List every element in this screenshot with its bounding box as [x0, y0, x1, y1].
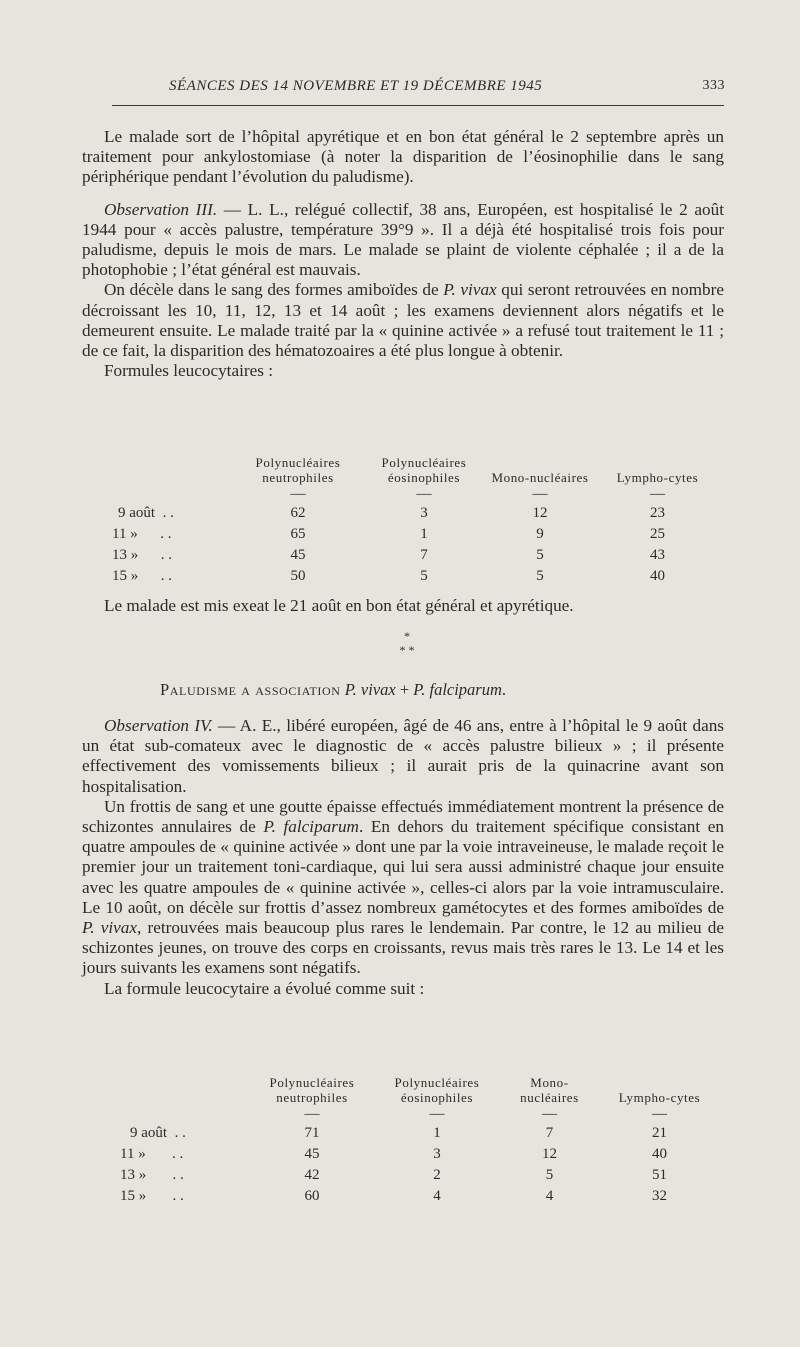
asterism-bottom: * *	[399, 643, 415, 657]
obs3-label: Observation III.	[104, 199, 218, 219]
paragraph-formule: La formule leucocytaire a évolué comme suit :	[104, 978, 425, 998]
table-row: 13 » . . 42 2 5 51	[120, 1167, 667, 1183]
table-row: 9 août . . 62 3 12 23	[118, 505, 665, 521]
table-row: 15 » . . 50 5 5 40	[112, 568, 665, 584]
text-block-1	[82, 127, 724, 381]
text-block-obs4	[82, 716, 724, 999]
paragraph-intro: Le malade sort de l’hôpital apyrétique et en bon état général le 2 septembre après un traitement pour ankylostomiase (à noter la disparition de l’éosinophilie dans le sang périphérique pendant l’évolution du paludisme).	[82, 127, 724, 187]
col-header: Polynucléaires éosinophiles	[394, 1075, 480, 1105]
paragraph-obs4: Observation IV. — A. E., libéré européen, âgé de 46 ans, entre à l’hôpital le 9 août dans un état sub-comateux avec le diagnostic de « accès palustre bilieux » ; il présente effectivement des vomissements bilieux ; il aurait pris de la quinacrine avant son hospitalisation.	[82, 716, 724, 796]
obs4-label: Observation IV.	[104, 716, 213, 735]
table-row: 13 » . . 45 7 5 43	[112, 547, 665, 563]
table-header-row	[100, 455, 725, 485]
running-title: SÉANCES DES 14 NOVEMBRE ET 19 DÉCEMBRE 1945	[169, 78, 543, 94]
table-row: 9 août . . 71 1 7 21	[130, 1125, 667, 1141]
paragraph-obs4-frottis: Un frottis de sang et une goutte épaisse effectués immédiatement montrent la présence de schizontes annulaires de P. falciparum. En dehors du traitement spécifique consistant en quatre ampoules de « quinine activée » dont une par la voie intraveineuse, le malade reçoit le premier jour un traitement toni-cardiaque, qui lui sera aussi administré chaque jour ensuite avec les quatre ampoules de « quinine activée », celles-ci alors par la voie intramusculaire. Le 10 août, on décèle sur frottis d’assez nombreux gamétocytes et des formes amiboïdes de P. vivax, retrouvées mais beaucoup plus rares le lendemain. Par contre, le 12 au milieu de schizontes jeunes, on trouve des corps en croissants, revus mais très rares le 13. Le 14 et les jours suivants les examens sont négatifs.	[82, 796, 724, 978]
paragraph-obs3	[82, 200, 724, 281]
header-rule	[112, 105, 724, 106]
species-vivax: P. vivax	[443, 280, 497, 300]
table-row: 11 » . . 45 3 12 40	[120, 1146, 667, 1162]
leuco-table-obs3	[100, 455, 725, 587]
col-header: Lympho-cytes	[618, 1090, 701, 1105]
col-header: Polynucléaires neutrophiles	[269, 1075, 355, 1105]
table-row: 11 » . . 65 1 9 25	[112, 526, 665, 542]
col-header: Polynucléaires éosinophiles	[381, 455, 467, 485]
text-block-exeat	[82, 596, 724, 616]
page-number: 333	[702, 78, 725, 93]
col-header: Mono-nucléaires	[491, 470, 589, 485]
dash-row: — — — —	[304, 1105, 667, 1122]
asterism-top: *	[404, 629, 410, 643]
col-header: Polynucléaires neutrophiles	[255, 455, 341, 485]
dash-row: — — — —	[290, 485, 665, 502]
col-header: Lympho-cytes	[616, 470, 699, 485]
paragraph-formules: Formules leucocytaires :	[104, 361, 273, 381]
table-row: 15 » . . 60 4 4 32	[120, 1188, 667, 1204]
leuco-table-obs4	[112, 1075, 722, 1207]
table-header-row	[112, 1075, 722, 1105]
section-heading: Paludisme a association P. vivax + P. falciparum.	[160, 680, 507, 699]
obs3-text: — L. L., relégué collectif, 38 ans, Européen, est hospitalisé le 2 août 1944 pour « accès palustre, température 39°9 ». Il a déjà été hospitalisé trois fois pour paludisme, depuis le mois de mars. Le malade se plaint de violente céphalée ; il a de la photophobie ; l’état général est mauvais.	[82, 199, 724, 280]
paragraph-obs3-blood: On décèle dans le sang des formes amiboïdes de P. vivax qui seront retrouvées en nombre décroissant les 10, 11, 12, 13 et 14 août ; les examens deviennent alors négatifs et le demeurent ensuite. Le malade traité par la « quinine activée » a refusé tout traitement le 11 ; de ce fait, la disparition des hématozoaires a été plus longue à obtenir.	[82, 280, 724, 361]
paragraph-exeat: Le malade est mis exeat le 21 août en bon état général et apyrétique.	[104, 596, 574, 615]
col-header: Mono-nucléaires	[520, 1075, 579, 1105]
